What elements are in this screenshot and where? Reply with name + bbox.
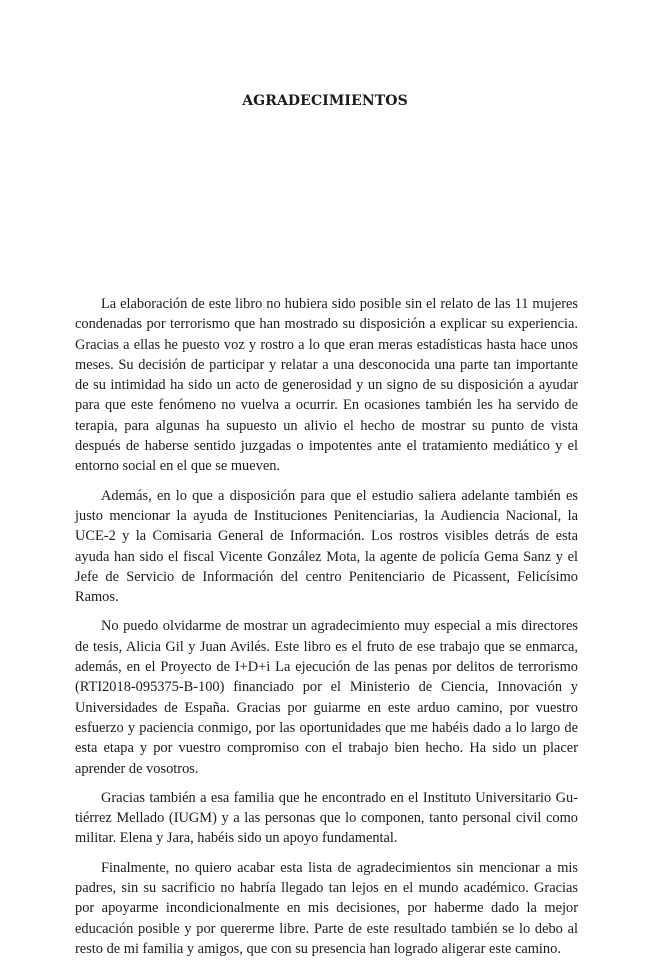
paragraph-3: No puedo olvidarme de mostrar un agradecimiento muy especial a mis directores de tesis, Alicia Gil y Juan Avilés. Este libro es el fruto de ese trabajo que se enmarca, además, en el Proyecto de I+D+i La ejecución de las penas por delitos de terrorismo (RTI2018-095375-B-100) financiado por el Ministerio de Ciencia, Innovación y Universidades de España. Gracias por guiarme en este arduo camino, por vuestro esfuerzo y paciencia conmigo, por las oportunidades que me habéis dado a lo largo de esta etapa y por vuestro compromiso con el trabajo bien hecho. Ha sido un placer aprender de vosotros. xyxy=(75,618,578,777)
page-title: AGRADECIMIENTOS xyxy=(242,93,408,109)
paragraph-4: Gracias también a esa familia que he encontrado en el Instituto Universitario Gutiérrez Mellado (IUGM) y a las personas que lo componen, tanto personal civil como militar. Elena y Jara, habéis sido un apoyo fundamental. xyxy=(75,789,578,847)
paragraph-5: Finalmente, no quiero acabar esta lista de agradecimientos sin mencionar a mis padres, sin su sacrificio no habría llegado tan lejos en el mundo académico. Gracias por apoyarme incondicionalmente en mis decisiones, por haberme dado la mejor educación posible y por quererme libre. Parte de este resultado también se lo debo al resto de mi familia y amigos, que con su presencia han logrado aligerar este camino. xyxy=(75,859,578,957)
paragraph-2: Además, en lo que a disposición para que el estudio saliera adelante también es justo mencionar la ayuda de Instituciones Penitenciarias, la Audiencia Nacional, la UCE-2 y la Comisaria General de Información. Los rostros visibles detrás de esta ayuda han sido el fiscal Vicente González Mota, la agente de policía Gema Sanz y el Jefe de Servicio de Información del centro Penitenciario de Picassent, Felicísimo Ramos. xyxy=(75,487,578,606)
paragraph-1: La elaboración de este libro no hubiera sido posible sin el relato de las 11 mujeres condenadas por terrorismo que han mostrado su disposición a explicar su experiencia. Gracias a ellas he puesto voz y rostro a lo que eran meras estadísticas hasta hace unos meses. Su decisión de participar y relatar a una desconocida una parte tan importante de su intimidad ha sido un acto de generosidad y un signo de su disposición a ayudar para que este fenómeno no vuelva a ocurrir. En ocasiones también les ha servido de terapia, para algunas ha supuesto un alivio el hecho de mostrar su punto de vista después de haberse sentido juzgadas o impotentes ante el tratamiento mediático y el entorno social en el que se mueven. xyxy=(75,296,578,475)
acknowledgements-text xyxy=(75,294,578,968)
